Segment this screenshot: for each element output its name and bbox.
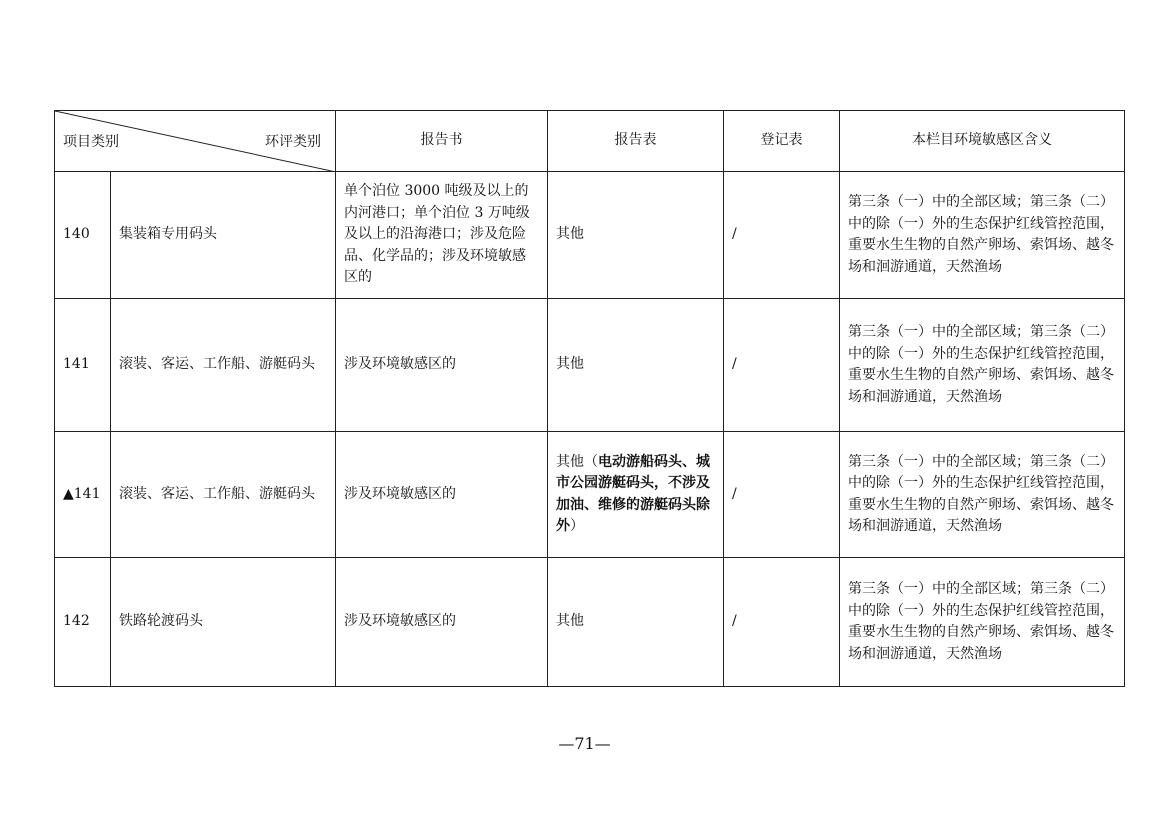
sensitive-area-cell: 第三条（一）中的全部区域；第三条（二）中的除（一）外的生态保护红线管控范围，重要水生生物的自然产卵场、索饵场、越冬场和洄游通道，天然渔场 xyxy=(840,558,1125,687)
report-book-header: 报告书 xyxy=(336,111,548,172)
eia-category-table xyxy=(54,110,1125,687)
project-name: 滚装、客运、工作船、游艇码头 xyxy=(111,299,336,432)
report-book-cell: 涉及环境敏感区的 xyxy=(336,432,548,558)
sensitive-area-cell: 第三条（一）中的全部区域；第三条（二）中的除（一）外的生态保护红线管控范围，重要水生生物的自然产卵场、索饵场、越冬场和洄游通道，天然渔场 xyxy=(840,299,1125,432)
project-name: 滚装、客运、工作船、游艇码头 xyxy=(111,432,336,558)
row-number: 141 xyxy=(55,299,111,432)
registration-cell: / xyxy=(724,432,840,558)
report-form-text: 其他 xyxy=(556,356,584,373)
table-row xyxy=(55,432,1125,558)
project-name: 集装箱专用码头 xyxy=(111,172,336,299)
row-number: 140 xyxy=(55,172,111,299)
table-row xyxy=(55,299,1125,432)
row-number: 142 xyxy=(55,558,111,687)
report-book-cell: 单个泊位 3000 吨级及以上的内河港口；单个泊位 3 万吨级及以上的沿海港口；涉及危险品、化学品的；涉及环境敏感区的 xyxy=(336,172,548,299)
report-form-text: 其他 xyxy=(556,613,584,630)
report-form-suffix: ） xyxy=(570,518,584,534)
report-book-cell: 涉及环境敏感区的 xyxy=(336,558,548,687)
registration-cell: / xyxy=(724,172,840,299)
report-form-text: 其他（ xyxy=(556,453,598,470)
project-category-label: 项目类别 xyxy=(63,134,119,150)
report-form-bold-text: 电动游船码头、城市公园游艇码头，不涉及加油、维修的游艇码头除外 xyxy=(556,453,710,534)
registration-cell: / xyxy=(724,558,840,687)
report-form-cell xyxy=(548,558,724,687)
table-row xyxy=(55,172,1125,299)
row-number: ▲141 xyxy=(55,432,111,558)
table-row xyxy=(55,558,1125,687)
report-form-text: 其他 xyxy=(556,226,584,243)
page-number: —71— xyxy=(558,734,611,753)
project-name: 铁路轮渡码头 xyxy=(111,558,336,687)
sensitive-area-header: 本栏目环境敏感区含义 xyxy=(840,111,1125,172)
report-book-cell: 涉及环境敏感区的 xyxy=(336,299,548,432)
registration-cell: / xyxy=(724,299,840,432)
sensitive-area-cell: 第三条（一）中的全部区域；第三条（二）中的除（一）外的生态保护红线管控范围，重要水生生物的自然产卵场、索饵场、越冬场和洄游通道，天然渔场 xyxy=(840,172,1125,299)
report-form-cell xyxy=(548,172,724,299)
header-row xyxy=(55,111,1125,172)
report-form-cell xyxy=(548,299,724,432)
diagonal-header-cell xyxy=(55,111,336,172)
report-form-header: 报告表 xyxy=(548,111,724,172)
sensitive-area-cell: 第三条（一）中的全部区域；第三条（二）中的除（一）外的生态保护红线管控范围，重要水生生物的自然产卵场、索饵场、越冬场和洄游通道，天然渔场 xyxy=(840,432,1125,558)
report-form-cell xyxy=(548,432,724,558)
eia-category-label: 环评类别 xyxy=(265,134,321,150)
registration-form-header: 登记表 xyxy=(724,111,840,172)
